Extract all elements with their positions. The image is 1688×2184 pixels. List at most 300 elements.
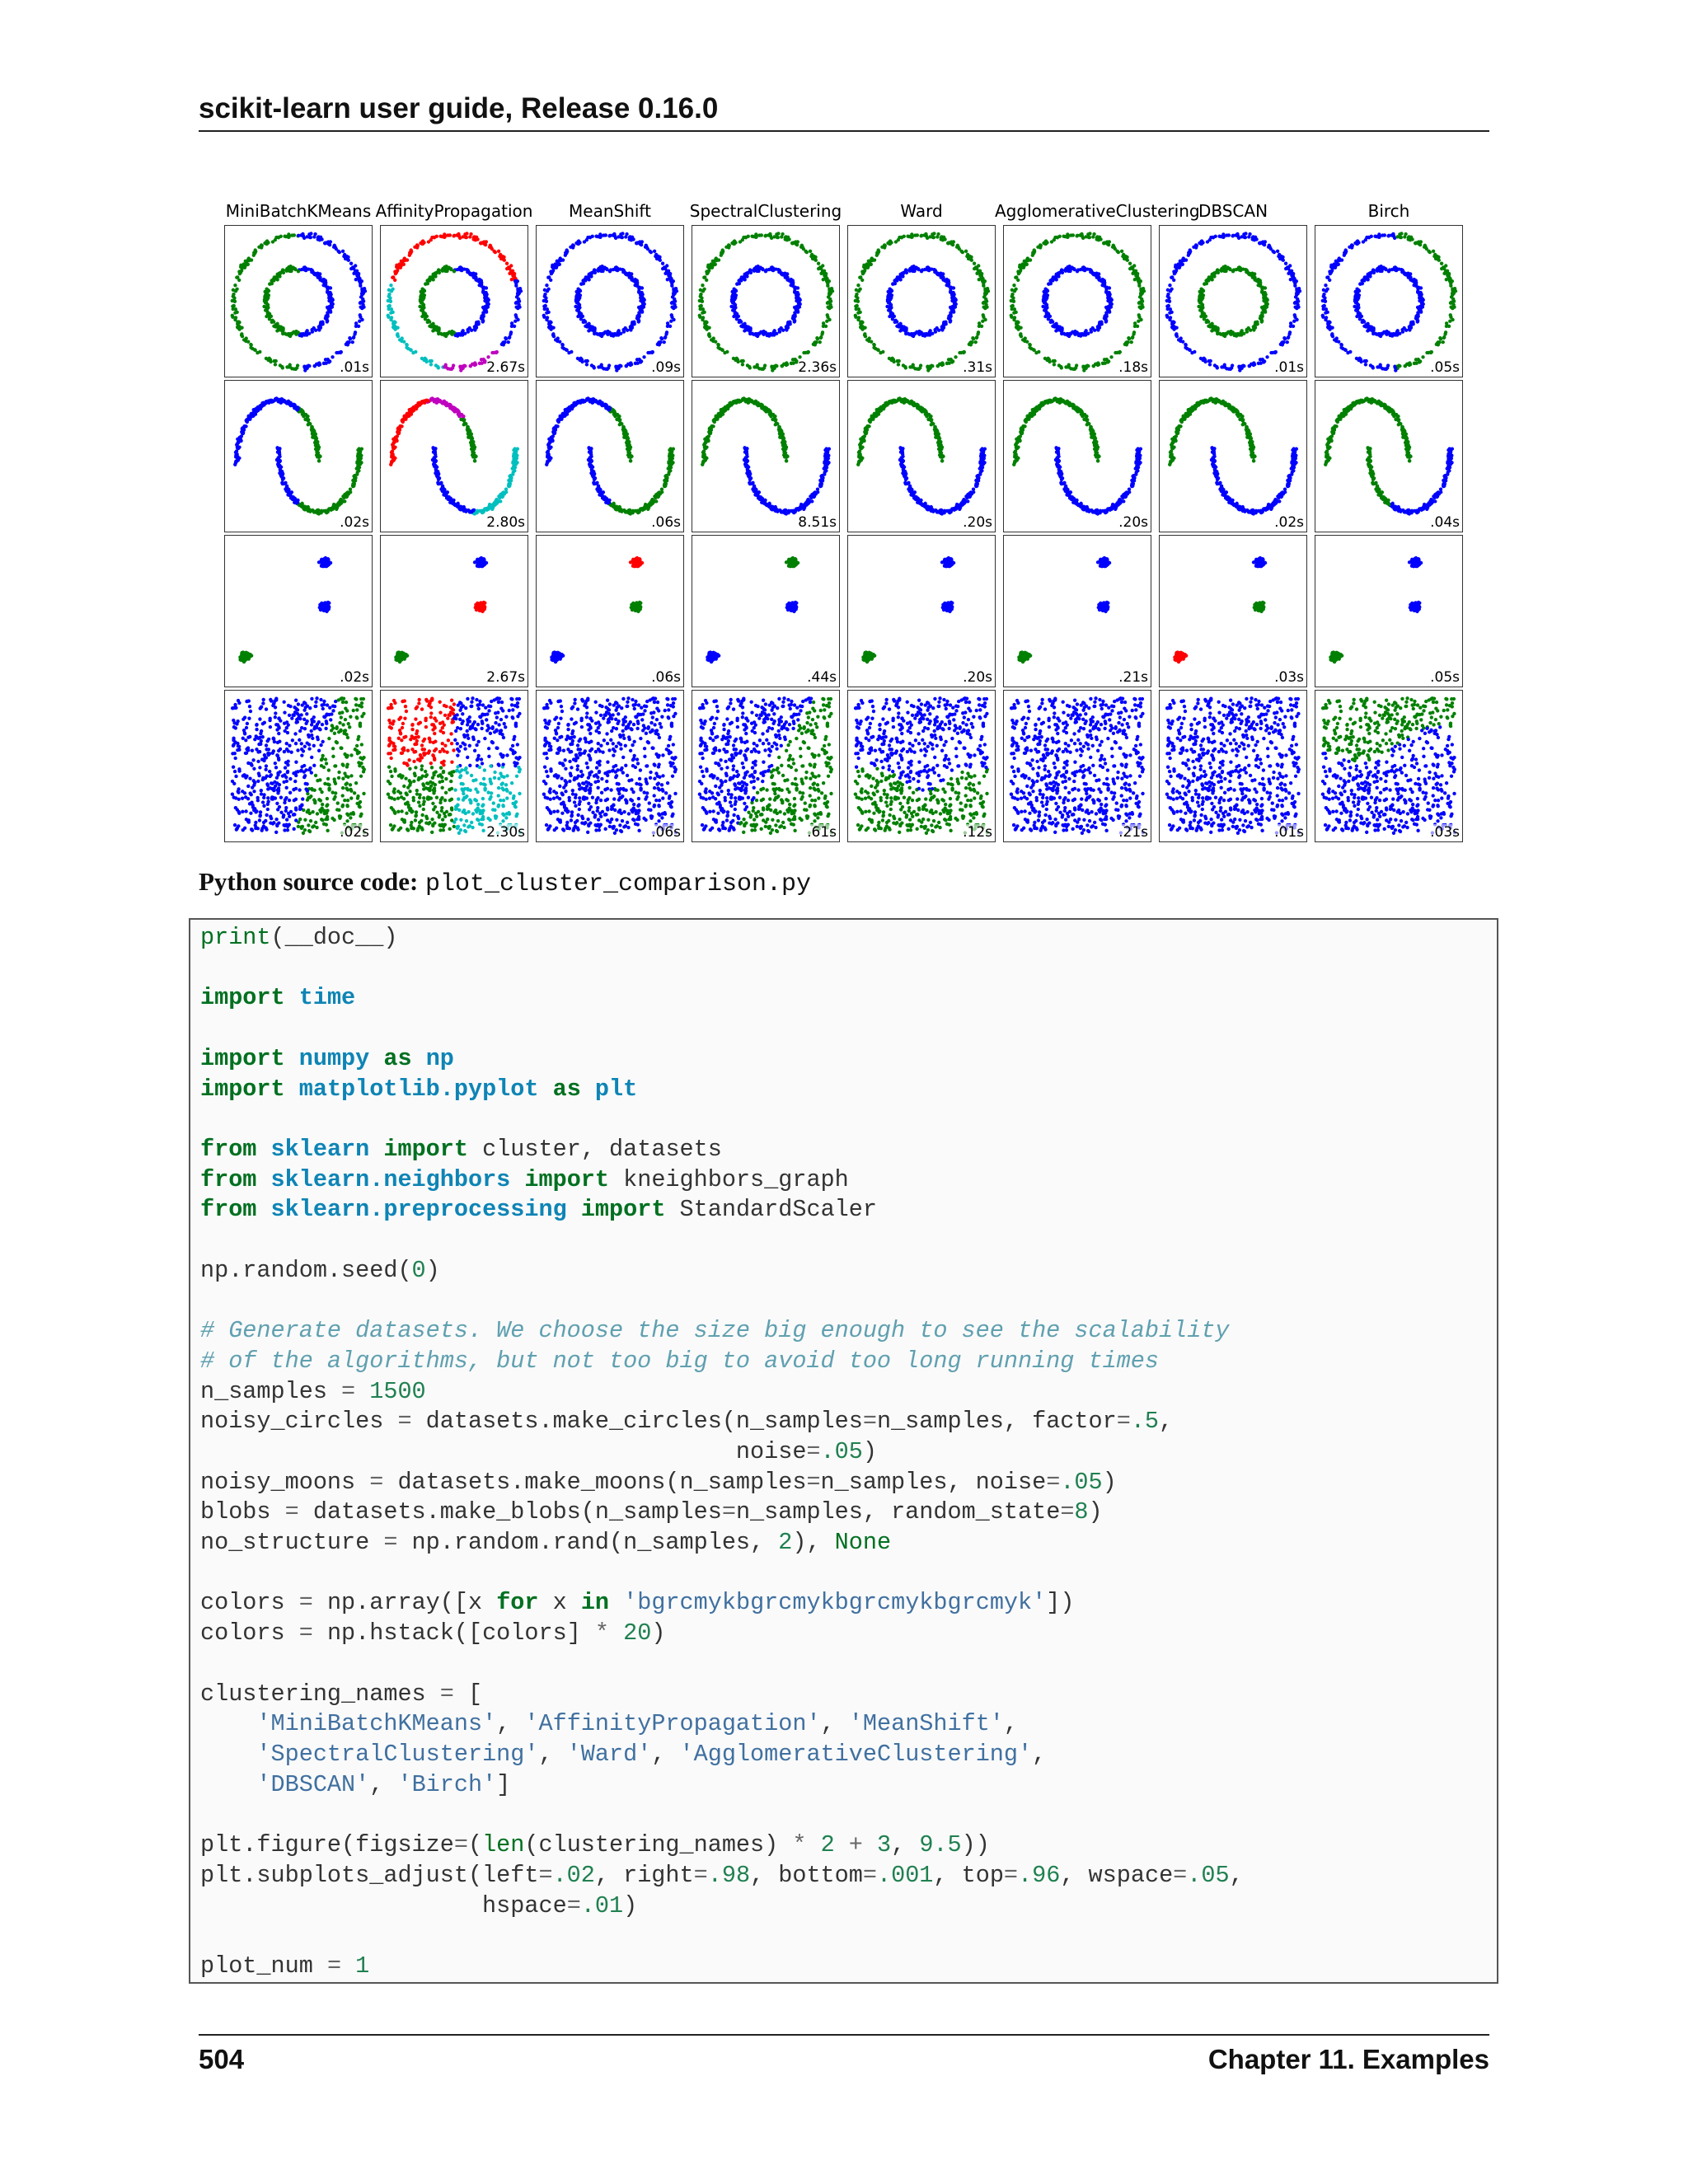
scatter-point bbox=[325, 241, 328, 244]
scatter-point bbox=[592, 365, 595, 368]
scatter-point bbox=[1047, 357, 1050, 360]
scatter-point bbox=[1026, 259, 1029, 262]
scatter-point bbox=[543, 293, 546, 296]
scatter-point bbox=[648, 250, 651, 253]
scatter-point bbox=[1168, 318, 1171, 321]
scatter-point bbox=[551, 326, 555, 329]
scatter-point bbox=[546, 307, 549, 311]
scatter-point bbox=[896, 277, 899, 280]
scatter-point bbox=[252, 408, 256, 411]
scatter-point bbox=[335, 351, 338, 354]
scatter-point bbox=[642, 355, 645, 359]
scatter-point bbox=[1209, 236, 1212, 239]
scatter-point bbox=[459, 368, 462, 372]
scatter-point bbox=[968, 343, 971, 346]
scatter-point bbox=[341, 250, 345, 253]
scatter-point bbox=[469, 436, 472, 439]
scatter-point bbox=[483, 293, 486, 297]
scatter-point bbox=[795, 307, 799, 311]
scatter-point bbox=[1294, 295, 1297, 298]
scatter-point bbox=[234, 307, 237, 311]
scatter-point bbox=[935, 326, 939, 330]
scatter-point bbox=[790, 362, 793, 365]
scatter-point bbox=[1012, 318, 1015, 321]
scatter-point bbox=[1104, 319, 1108, 322]
scatter-point bbox=[1416, 319, 1419, 322]
scatter-point bbox=[257, 246, 260, 249]
scatter-point bbox=[1355, 293, 1358, 296]
scatter-point bbox=[1228, 267, 1231, 270]
scatter-point bbox=[485, 300, 489, 303]
scatter-point bbox=[740, 277, 743, 280]
scatter-point bbox=[1449, 302, 1452, 305]
scatter-point bbox=[790, 281, 794, 284]
scatter-point bbox=[293, 403, 296, 406]
scatter-point bbox=[982, 302, 985, 305]
scatter-plot bbox=[692, 226, 839, 377]
scatter-point bbox=[904, 326, 907, 330]
scatter-point bbox=[1050, 240, 1053, 243]
scatter-point bbox=[1169, 307, 1172, 311]
scatter-point bbox=[1212, 328, 1215, 331]
scatter-point bbox=[1208, 363, 1212, 366]
scatter-point bbox=[1220, 267, 1223, 270]
scatter-point bbox=[935, 271, 938, 274]
scatter-point bbox=[1244, 232, 1247, 235]
scatter-point bbox=[668, 274, 672, 278]
scatter-point bbox=[748, 365, 751, 368]
scatter-point bbox=[863, 326, 866, 329]
scatter-point bbox=[297, 330, 300, 334]
scatter-point bbox=[1445, 278, 1448, 281]
scatter-point bbox=[605, 267, 608, 270]
scatter-point bbox=[474, 324, 477, 327]
scatter-point bbox=[1199, 305, 1203, 308]
scatter-point bbox=[542, 316, 546, 319]
scatter-point bbox=[779, 271, 782, 274]
panel-title: Birch bbox=[1367, 201, 1410, 221]
scatter-point bbox=[396, 333, 399, 336]
scatter-point bbox=[1168, 284, 1171, 287]
scatter-point bbox=[1370, 235, 1373, 238]
scatter-point bbox=[764, 234, 767, 237]
scatter-point bbox=[591, 235, 594, 238]
scatter-point bbox=[702, 276, 706, 279]
scatter-point bbox=[336, 250, 340, 253]
scatter-point bbox=[715, 259, 718, 262]
scatter-point bbox=[1137, 302, 1141, 305]
scatter-point bbox=[287, 488, 290, 491]
scatter-point bbox=[606, 368, 609, 371]
scatter-point bbox=[663, 335, 667, 339]
scatter-point bbox=[556, 340, 559, 343]
scatter-point bbox=[242, 427, 246, 430]
scatter-point bbox=[1236, 234, 1240, 237]
scatter-point bbox=[503, 340, 506, 344]
scatter-point bbox=[1348, 246, 1351, 249]
scatter-point bbox=[1271, 250, 1274, 253]
scatter-point bbox=[700, 304, 703, 307]
scatter-point bbox=[856, 304, 859, 307]
scatter-point bbox=[877, 250, 880, 253]
scatter-point bbox=[1203, 317, 1206, 321]
scatter-point bbox=[1387, 330, 1390, 334]
scatter-point bbox=[235, 460, 238, 463]
scatter-point bbox=[1435, 343, 1438, 346]
scatter-point bbox=[1296, 289, 1300, 293]
scatter-point bbox=[435, 401, 438, 405]
scatter-point bbox=[435, 235, 438, 238]
scatter-point bbox=[1253, 324, 1256, 327]
scatter-plot bbox=[1004, 226, 1151, 377]
scatter-point bbox=[441, 267, 444, 270]
scatter-point bbox=[1408, 237, 1411, 241]
scatter-point bbox=[818, 265, 822, 269]
scatter-point bbox=[308, 236, 312, 239]
scatter-point bbox=[1417, 286, 1420, 289]
scatter-point bbox=[1414, 358, 1418, 361]
scatter-point bbox=[701, 289, 705, 293]
scatter-point bbox=[975, 335, 978, 339]
scatter-point bbox=[771, 368, 774, 372]
scatter-point bbox=[705, 269, 708, 273]
scatter-point bbox=[542, 299, 546, 302]
scatter-point bbox=[891, 357, 894, 360]
scatter-point bbox=[1330, 333, 1334, 336]
scatter-point bbox=[1324, 311, 1327, 314]
scatter-point bbox=[1182, 259, 1185, 262]
scatter-point bbox=[778, 330, 781, 333]
scatter-point bbox=[282, 476, 285, 480]
scatter-point bbox=[1206, 240, 1209, 243]
scatter-point bbox=[666, 278, 669, 281]
scatter-point bbox=[1395, 266, 1398, 269]
scatter-point bbox=[388, 304, 392, 307]
scatter-point bbox=[1364, 363, 1367, 366]
scatter-point bbox=[1115, 250, 1118, 253]
scatter-point bbox=[748, 330, 752, 333]
scatter-point bbox=[1137, 316, 1141, 319]
scatter-point bbox=[1207, 320, 1210, 323]
scatter-point bbox=[1207, 277, 1211, 280]
scatter-point bbox=[985, 299, 988, 302]
scatter-point bbox=[1202, 289, 1205, 293]
scatter-point bbox=[1109, 355, 1113, 359]
scatter-point bbox=[444, 265, 448, 268]
scatter-point bbox=[629, 237, 632, 241]
scatter-point bbox=[1175, 326, 1178, 329]
scatter-point bbox=[1263, 307, 1266, 311]
scatter-point bbox=[1126, 340, 1129, 344]
scatter-point bbox=[600, 365, 603, 368]
scatter-panel bbox=[380, 380, 528, 532]
scatter-point bbox=[1433, 253, 1437, 256]
scatter-point bbox=[1357, 296, 1360, 299]
scatter-point bbox=[240, 333, 243, 336]
scatter-point bbox=[926, 333, 929, 336]
scatter-plot bbox=[848, 226, 995, 377]
scatter-point bbox=[1106, 293, 1109, 297]
scatter-point bbox=[437, 326, 440, 330]
scatter-point bbox=[312, 271, 315, 274]
scatter-point bbox=[757, 269, 760, 273]
scatter-point bbox=[362, 289, 365, 293]
scatter-point bbox=[1172, 321, 1175, 324]
scatter-point bbox=[673, 289, 677, 293]
scatter-point bbox=[1137, 282, 1141, 285]
scatter-point bbox=[1118, 350, 1122, 354]
scatter-point bbox=[1399, 236, 1402, 239]
scatter-point bbox=[898, 359, 901, 363]
scatter-point bbox=[1032, 348, 1035, 351]
scatter-point bbox=[829, 289, 832, 293]
scatter-point bbox=[274, 236, 278, 239]
scatter-point bbox=[1365, 236, 1368, 239]
scatter-point bbox=[1069, 233, 1072, 237]
scatter-point bbox=[452, 269, 456, 273]
scatter-point bbox=[1128, 262, 1132, 265]
scatter-point bbox=[354, 269, 358, 273]
scatter-point bbox=[1045, 296, 1048, 299]
scatter-point bbox=[1355, 305, 1358, 308]
scatter-point bbox=[1053, 359, 1057, 363]
scatter-point bbox=[930, 363, 933, 367]
scatter-point bbox=[272, 320, 275, 323]
scatter-point bbox=[239, 439, 242, 443]
scatter-point bbox=[265, 293, 268, 296]
scatter-point bbox=[317, 459, 321, 462]
scatter-point bbox=[1387, 234, 1390, 237]
scatter-point bbox=[326, 286, 330, 289]
scatter-point bbox=[467, 330, 470, 333]
scatter-point bbox=[738, 240, 742, 243]
scatter-point bbox=[358, 320, 361, 323]
scatter-point bbox=[351, 340, 354, 344]
scatter-point bbox=[829, 299, 832, 302]
scatter-point bbox=[1442, 340, 1445, 344]
scatter-point bbox=[1047, 282, 1050, 285]
scatter-point bbox=[1055, 273, 1058, 276]
scatter-point bbox=[290, 490, 293, 494]
scatter-point bbox=[1353, 299, 1357, 302]
scatter-point bbox=[735, 317, 738, 321]
scatter-point bbox=[1225, 233, 1228, 237]
scatter-point bbox=[1019, 333, 1022, 336]
scatter-point bbox=[1067, 365, 1071, 368]
scatter-point bbox=[1203, 357, 1206, 360]
scatter-point bbox=[297, 269, 300, 273]
scatter-point bbox=[1365, 324, 1368, 327]
scatter-point bbox=[753, 267, 756, 270]
scatter-point bbox=[349, 262, 353, 265]
scatter-point bbox=[549, 321, 552, 324]
scatter-point bbox=[1445, 324, 1448, 327]
scatter-point bbox=[1252, 362, 1255, 365]
scatter-point bbox=[912, 265, 915, 268]
scatter-point bbox=[232, 304, 236, 307]
scatter-point bbox=[1224, 269, 1227, 273]
scatter-point bbox=[1287, 335, 1290, 339]
scatter-point bbox=[274, 359, 278, 363]
scatter-point bbox=[800, 245, 804, 248]
scatter-point bbox=[1130, 340, 1133, 344]
scatter-point bbox=[945, 362, 949, 365]
scatter-point bbox=[289, 269, 293, 273]
scatter-point bbox=[1214, 235, 1217, 238]
scatter-point bbox=[621, 232, 624, 235]
scatter-point bbox=[1276, 250, 1279, 253]
scatter-point bbox=[1371, 365, 1374, 368]
scatter-point bbox=[464, 509, 467, 513]
scatter-point bbox=[860, 321, 864, 324]
scatter-point bbox=[860, 269, 864, 273]
scatter-point bbox=[776, 236, 779, 239]
scatter-point bbox=[500, 343, 504, 346]
scatter-point bbox=[444, 332, 448, 335]
scatter-point bbox=[756, 365, 759, 368]
scatter-point bbox=[271, 240, 274, 243]
scatter-point bbox=[324, 510, 327, 513]
scatter-point bbox=[623, 271, 626, 274]
scatter-point bbox=[735, 357, 738, 360]
scatter-point bbox=[1109, 300, 1112, 303]
scatter-point bbox=[268, 317, 271, 321]
scatter-point bbox=[635, 358, 639, 361]
scatter-point bbox=[1414, 281, 1417, 284]
scatter-point bbox=[317, 237, 321, 241]
scatter-point bbox=[616, 266, 619, 269]
scatter-point bbox=[276, 273, 279, 276]
scatter-point bbox=[1092, 232, 1095, 236]
scatter-point bbox=[970, 340, 973, 344]
scatter-point bbox=[756, 332, 759, 335]
scatter-point bbox=[586, 359, 589, 363]
scatter-point bbox=[742, 236, 745, 239]
scatter-point bbox=[480, 358, 483, 361]
scatter-point bbox=[1430, 350, 1433, 354]
scatter-point bbox=[361, 303, 364, 307]
scatter-point bbox=[1437, 257, 1440, 260]
scatter-point bbox=[785, 274, 788, 278]
scatter-point bbox=[641, 300, 645, 303]
scatter-point bbox=[237, 447, 240, 450]
scatter-point bbox=[764, 269, 767, 273]
scatter-point bbox=[267, 289, 270, 293]
scatter-point bbox=[307, 418, 310, 421]
scatter-point bbox=[274, 397, 277, 401]
scatter-point bbox=[273, 277, 276, 280]
scatter-point bbox=[1425, 351, 1428, 354]
scatter-point bbox=[1324, 284, 1327, 287]
scatter-point bbox=[596, 235, 599, 238]
scatter-point bbox=[1010, 299, 1013, 302]
scatter-point bbox=[518, 289, 521, 293]
timing-label: .09s bbox=[651, 359, 681, 376]
scatter-point bbox=[389, 284, 392, 287]
scatter-point bbox=[301, 413, 304, 416]
scatter-point bbox=[549, 269, 552, 273]
scatter-point bbox=[424, 317, 427, 321]
scatter-point bbox=[588, 273, 591, 276]
scatter-point bbox=[1023, 340, 1026, 343]
scatter-point bbox=[234, 289, 237, 293]
scatter-point bbox=[244, 260, 247, 263]
scatter-point bbox=[734, 296, 737, 299]
scatter-point bbox=[248, 416, 251, 419]
scatter-point bbox=[721, 250, 724, 253]
scatter-point bbox=[889, 312, 893, 315]
scatter-point bbox=[1076, 269, 1079, 273]
scatter-point bbox=[818, 340, 822, 344]
scatter-point bbox=[903, 365, 907, 368]
scatter-point bbox=[1439, 337, 1442, 340]
scatter-point bbox=[651, 350, 654, 354]
scatter-point bbox=[387, 293, 391, 296]
scatter-point bbox=[785, 362, 788, 365]
scatter-point bbox=[1325, 307, 1328, 311]
scatter-point bbox=[870, 259, 874, 262]
scatter-point bbox=[233, 463, 237, 466]
scatter-point bbox=[1125, 257, 1128, 260]
scatter-point bbox=[1169, 289, 1172, 293]
scatter-point bbox=[565, 348, 568, 351]
scatter-point bbox=[296, 501, 299, 504]
scatter-point bbox=[1401, 330, 1404, 333]
scatter-point bbox=[950, 360, 954, 363]
scatter-point bbox=[978, 278, 981, 281]
scatter-point bbox=[761, 267, 764, 270]
scatter-point bbox=[666, 324, 669, 327]
scatter-point bbox=[825, 320, 828, 323]
scatter-point bbox=[1013, 289, 1016, 293]
scatter-point bbox=[1330, 326, 1334, 329]
scatter-point bbox=[1449, 316, 1452, 319]
scatter-point bbox=[600, 265, 603, 268]
scatter-point bbox=[1201, 296, 1204, 299]
scatter-point bbox=[279, 465, 282, 468]
scatter-point bbox=[1243, 236, 1246, 239]
scatter-point bbox=[1279, 343, 1282, 346]
scatter-point bbox=[309, 232, 312, 235]
scatter-point bbox=[352, 335, 355, 339]
scatter-point bbox=[546, 289, 549, 293]
scatter-point bbox=[280, 365, 284, 368]
scatter-point bbox=[748, 326, 752, 330]
scatter-point bbox=[707, 333, 710, 336]
scatter-point bbox=[1056, 328, 1059, 331]
scatter-point bbox=[285, 267, 288, 270]
scatter-point bbox=[235, 449, 238, 452]
scatter-point bbox=[579, 317, 583, 321]
scatter-point bbox=[1120, 250, 1123, 253]
scatter-point bbox=[732, 305, 735, 308]
scatter-point bbox=[635, 281, 638, 284]
scatter-point bbox=[481, 319, 485, 322]
scatter-point bbox=[931, 236, 935, 239]
scatter-point bbox=[1106, 360, 1109, 363]
scatter-panel bbox=[692, 225, 840, 377]
scatter-point bbox=[854, 299, 857, 302]
scatter-point bbox=[876, 348, 879, 351]
scatter-point bbox=[546, 276, 550, 279]
scatter-point bbox=[1427, 250, 1430, 253]
scatter-point bbox=[1172, 269, 1175, 273]
scatter-point bbox=[963, 350, 966, 354]
scatter-point bbox=[1394, 368, 1397, 372]
scatter-point bbox=[646, 351, 649, 354]
scatter-point bbox=[1452, 289, 1456, 293]
scatter-point bbox=[1292, 320, 1296, 323]
